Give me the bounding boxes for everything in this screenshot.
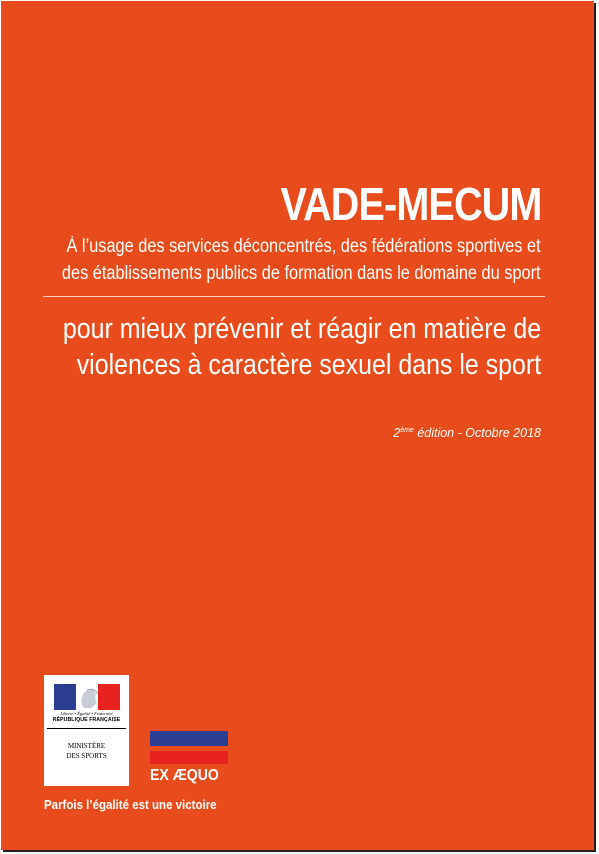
flag-blue-stripe [54,684,76,710]
ministry-line: DES SPORTS [66,752,107,760]
subtitle-line: À l’usage des services déconcentrés, des fédérations sportives et [66,236,541,257]
marianne-flag-icon [54,684,120,710]
exaequo-logo [150,731,228,785]
cover-page [1,1,594,850]
exaequo-blue-bar [150,731,228,746]
flag-red-stripe [98,684,120,710]
divider-rule [43,296,545,297]
ministry-logo-block [44,675,129,786]
tagline-line: pour mieux prévenir et réagir en matière de [62,313,541,345]
republique-motto: Liberté • Égalité • Fraternité [60,711,113,716]
edition-superscript: ème [400,426,414,434]
exaequo-name: EX ÆQUO [150,767,219,784]
tagline [63,311,541,383]
logo-divider [47,728,126,729]
republique-name: RÉPUBLIQUE FRANÇAISE [52,717,121,723]
exaequo-red-bar [150,751,228,764]
edition-number: 2 [393,426,401,440]
ministry-name [44,741,129,761]
slogan: Parfois l’égalité est une victoire [44,798,217,812]
tagline-line: violences à caractère sexuel dans le sport [76,349,541,381]
edition-info [393,426,541,440]
subtitle-line: des établissements publics de formation dans le domaine du sport [62,263,541,284]
ministry-line: MINISTÈRE [67,742,106,750]
document-title: VADE-MECUM [280,178,541,230]
edition-date: édition - Octobre 2018 [413,426,541,440]
subtitle [62,233,541,287]
